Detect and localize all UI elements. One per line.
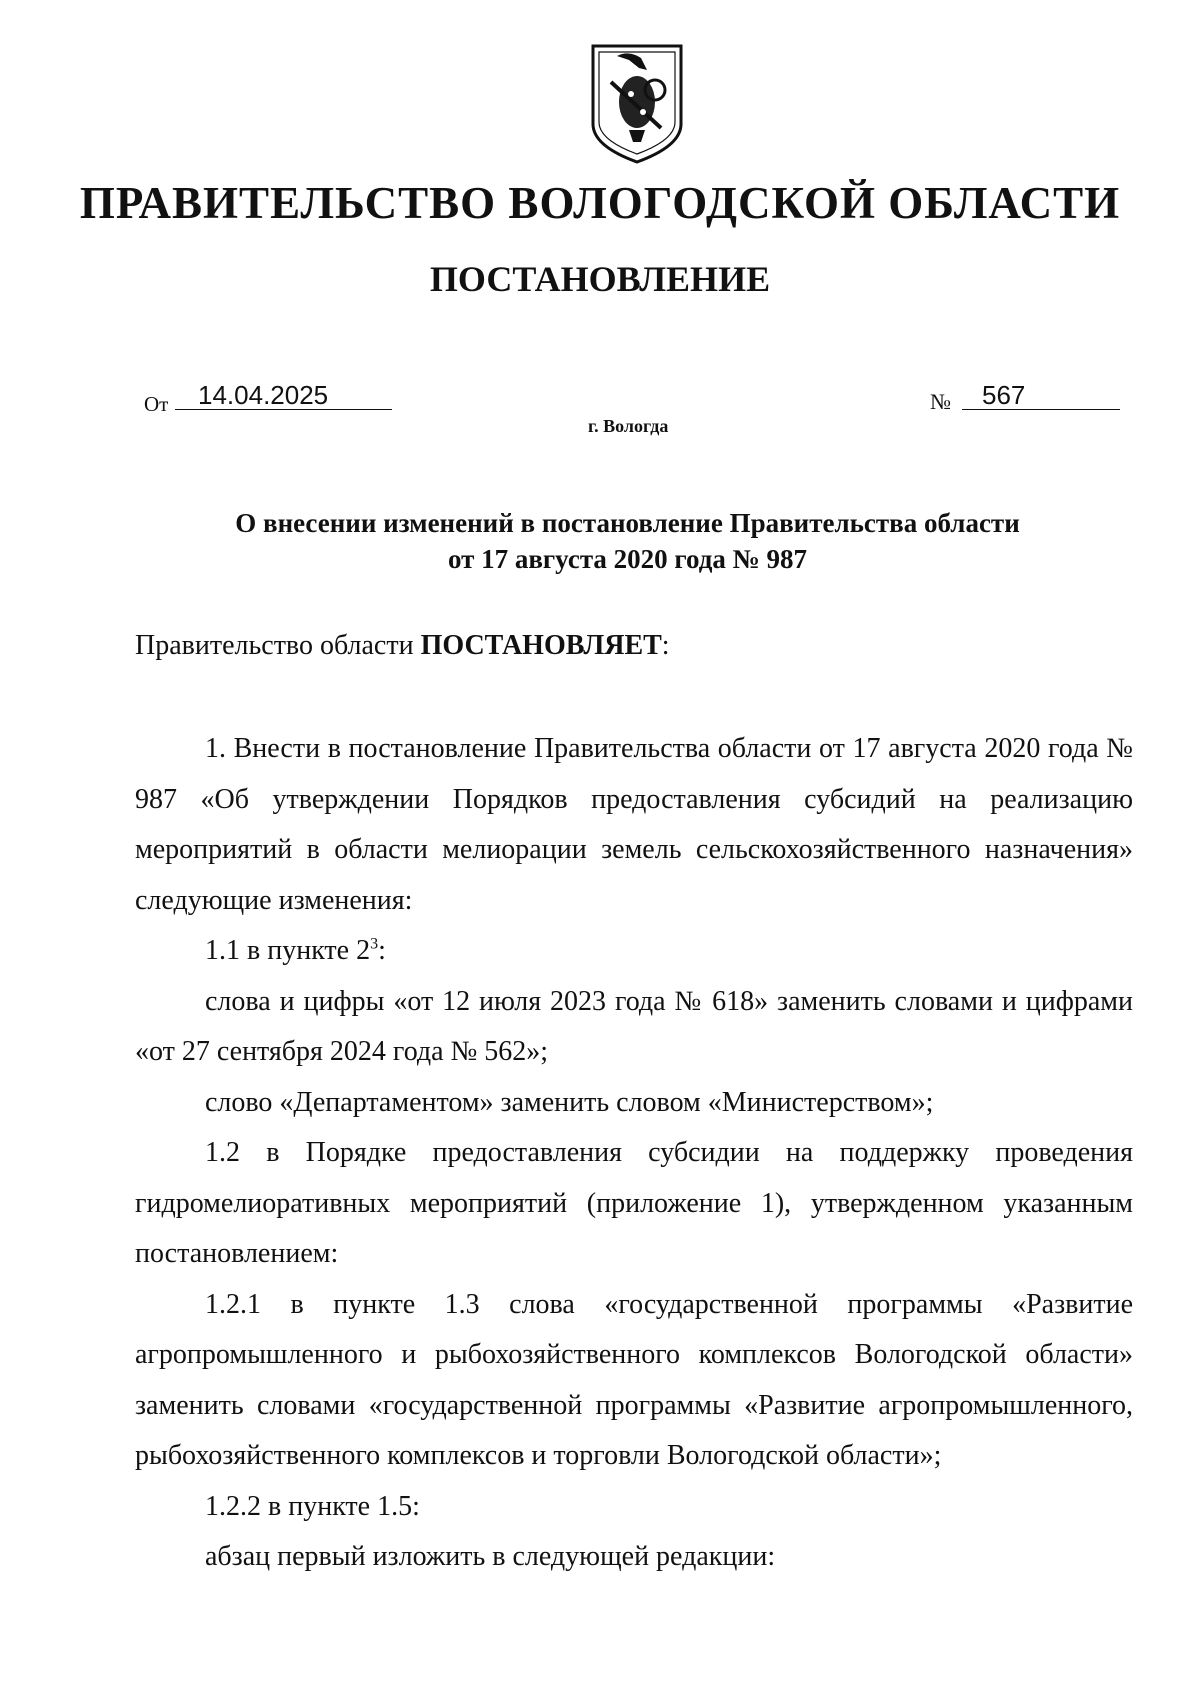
paragraph: 1. Внести в постановление Правительства области от 17 августа 2020 года № 987 «Об утверждении Порядков предоставления субсидий на реализацию мероприятий в области мелиорации земель сельскохозяйственного назначения» следующие изменения: [135, 733, 1133, 916]
government-title: ПРАВИТЕЛЬСТВО ВОЛОГОДСКОЙ ОБЛАСТИ [79, 178, 1121, 228]
coat-of-arms-emblem [589, 42, 685, 166]
paragraph-text: 1.1 в пункте 2 [205, 935, 371, 966]
superscript: 3 [370, 935, 379, 953]
city-label: г. Вологда [588, 416, 669, 436]
paragraph: слова и цифры «от 12 июля 2023 года № 618» заменить словами и цифрами «от 27 сентября 2024 года № 562»; [135, 985, 1133, 1067]
paragraph-colon: : [378, 935, 386, 966]
preamble-colon: : [661, 630, 670, 661]
paragraph: 1.2.2 в пункте 1.5: [205, 1490, 420, 1522]
number-label: № [930, 389, 951, 414]
coat-of-arms-icon [589, 42, 685, 166]
paragraph: 1.2 в Порядке предоставления субсидии на поддержку проведения гидромелиоративных мероприятий (приложение 1), утвержденном указанным постановлением: [135, 1137, 1133, 1269]
document-type: ПОСТАНОВЛЕНИЕ [429, 259, 771, 299]
paragraph: слово «Департаментом» заменить словом «Министерством»; [205, 1086, 934, 1118]
preamble-keyword: ПОСТАНОВЛЯЕТ [420, 630, 662, 661]
preamble-text: Правительство области [135, 630, 421, 661]
paragraph: абзац первый изложить в следующей редакции: [205, 1541, 776, 1572]
subject-line-1: О внесении изменений в постановление Правительства области [235, 508, 1020, 538]
subject-line-2: от 17 августа 2020 года № 987 [447, 544, 808, 574]
document-number: 567 [962, 380, 1120, 410]
document-body [135, 724, 1133, 1583]
paragraph: 1.2.1 в пункте 1.3 слова «государственной программы «Развитие агропромышленного и рыбохозяйственного комплексов Вологодской области» заменить словами «государственной программы «Развитие агропромышленного, рыбохозяйственного комплексов и торговли Вологодской области»; [135, 1288, 1133, 1471]
document-subject [0, 505, 1200, 577]
date-label: От [144, 392, 169, 416]
document-date: 14.04.2025 [175, 380, 392, 410]
paragraph [135, 926, 1133, 977]
preamble [135, 630, 670, 662]
